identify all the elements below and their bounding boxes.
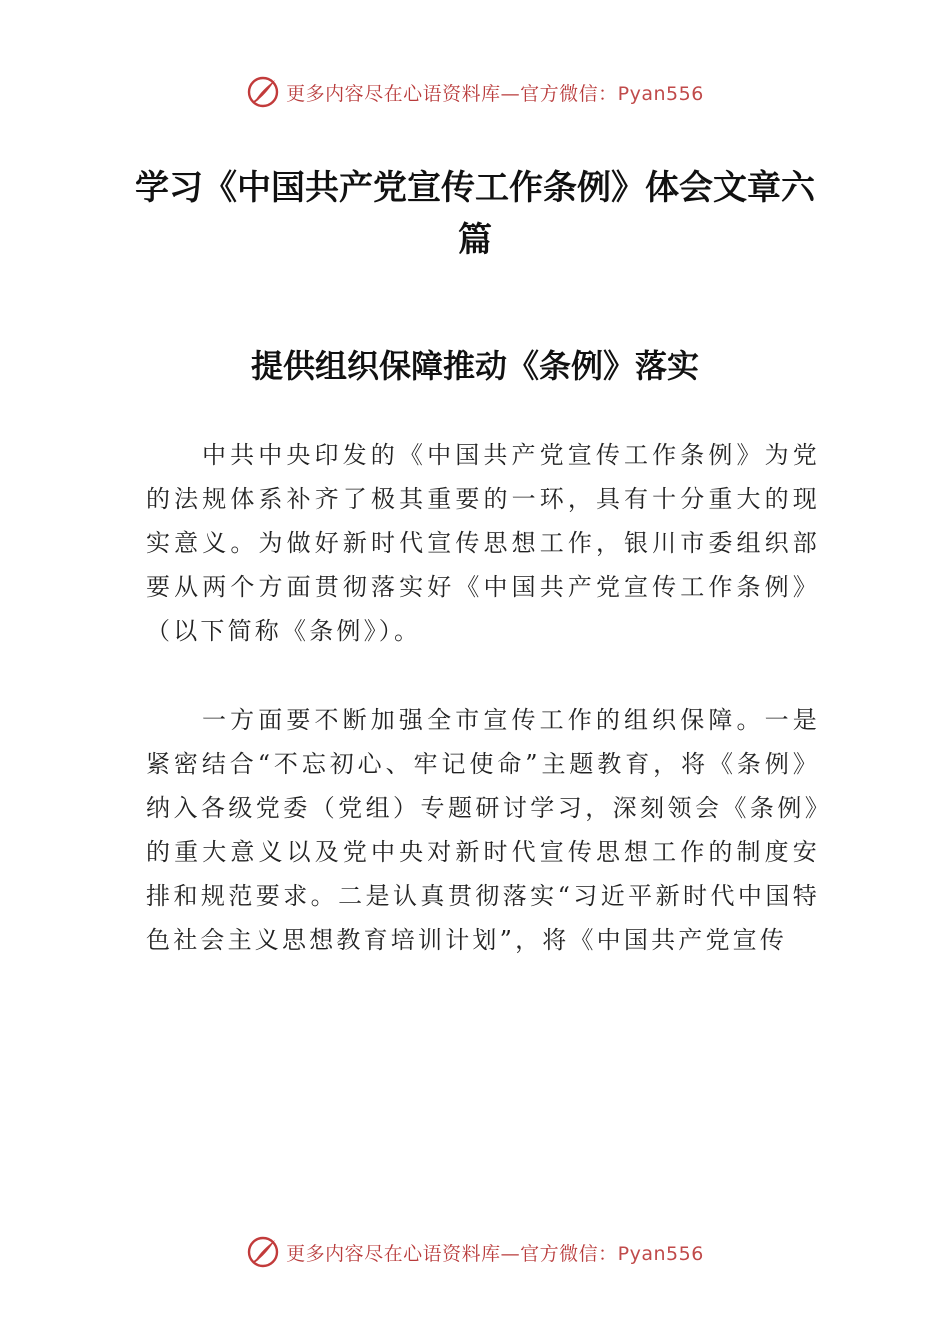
paragraph-1: 中共中央印发的《中国共产党宣传工作条例》为党的法规体系补齐了极其重要的一环，具有十分重大的现实意义。为做好新时代宣传思想工作，银川市委组织部要从两个方面贯彻落实好《中国共产党宣传工作条例》（以下简称《条例》）。 [146, 441, 820, 645]
footer-watermark [0, 1232, 950, 1272]
paragraph-2: 一方面要不断加强全市宣传工作的组织保障。一是紧密结合“不忘初心、牢记使命”主题教育，将《条例》纳入各级党委（党组）专题研讨学习，深刻领会《条例》的重大意义以及党中央对新时代宣传思想工作的制度安排和规范要求。二是认真贯彻落实“习近平新时代中国特色社会主义思想教育培训计划”，将《中国共产党宣传 [146, 706, 820, 954]
quill-pen-icon [246, 1235, 280, 1269]
watermark-text: 更多内容尽在心语资料库—官方微信：Pyan556 [286, 82, 704, 105]
header-watermark [0, 72, 950, 112]
wechat-id: Pyan556 [617, 82, 704, 105]
document-title: 学习《中国共产党宣传工作条例》体会文章六篇 [135, 168, 815, 260]
watermark-text: 更多内容尽在心语资料库—官方微信：Pyan556 [286, 1242, 704, 1265]
wechat-id: Pyan556 [617, 1242, 704, 1265]
section-title: 提供组织保障推动《条例》落实 [250, 347, 699, 385]
quill-pen-icon [246, 75, 280, 109]
